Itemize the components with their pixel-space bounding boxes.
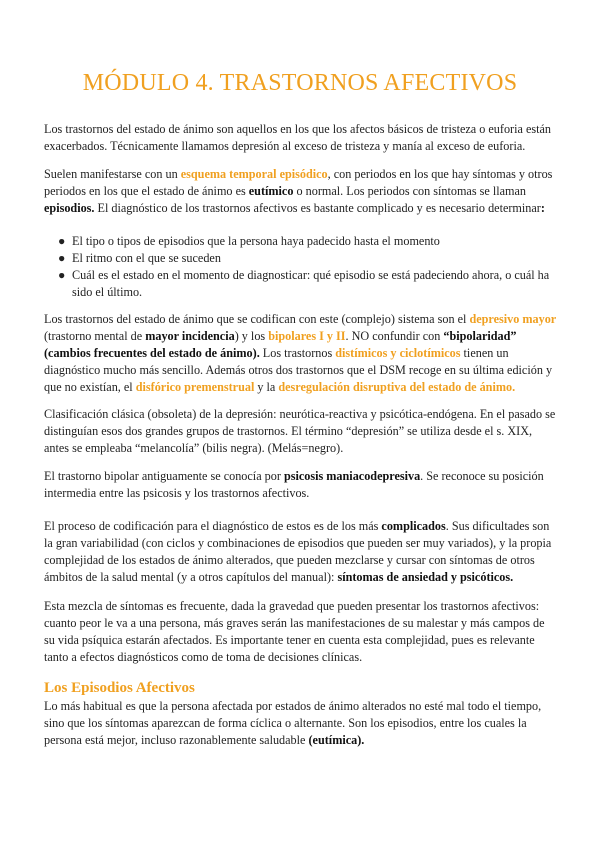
- bold-anxiety-psychotic: síntomas de ansiedad y psicóticos.: [337, 570, 514, 584]
- paragraph-episodes: [44, 698, 558, 749]
- bold-complicated: complicados: [381, 519, 446, 533]
- bold-colon: :: [540, 201, 545, 215]
- intro-text: Los trastornos del estado de ánimo son aquellos en los que los afectos básicos de tristeza o euforia están exacerbados. Técnicamente llamamos depresión al exceso de tristeza y manía al exceso de euforia.: [44, 122, 551, 153]
- text-run: , con periodos en los que hay síntomas y otros periodos en los que el estado de ánimo es: [44, 167, 553, 198]
- bold-euthymic-state: (eutímica).: [308, 733, 365, 747]
- text-run: El diagnóstico de los trastornos afectivos es bastante complicado y es necesario determinar: [94, 201, 541, 215]
- list-item: [44, 233, 558, 250]
- text-run: El trastorno bipolar antiguamente se conocía por: [44, 469, 284, 483]
- bullet-icon: ●: [58, 251, 66, 265]
- section-heading: Los Episodios Afectivos: [44, 680, 195, 696]
- text-run: Lo más habitual es que la persona afectada por estados de ánimo alterados no esté mal todo el tiempo, sino que los síntomas aparezcan de forma cíclica o alternante. Son los episodios, entre los cuales la persona está mejor, incluso razonablemente saludable: [44, 699, 542, 747]
- list-item-text: El tipo o tipos de episodios que la persona haya padecido hasta el momento: [72, 234, 440, 248]
- list-item: [44, 267, 558, 301]
- text-run: tienen un diagnóstico mucho más sencillo. Además otros dos trastornos que el DSM recoge en su última edición y que no existían, el: [44, 346, 553, 394]
- page-title: MÓDULO 4. TRASTORNOS AFECTIVOS: [82, 70, 518, 96]
- bullet-icon: ●: [58, 234, 66, 248]
- paragraph-intro: [44, 121, 558, 155]
- paragraph-coding: [44, 518, 558, 586]
- mixture-text: Esta mezcla de síntomas es frecuente, dada la gravedad que pueden presentar los trastornos afectivos: cuanto peor le va a una persona, más graves serán las manifestaciones de su malestar y más campos de su vida psíquica estarán afectados. Es importante tener en cuenta esta complejidad, pues es relevante tanto a efectos diagnósticos como de toma de decisiones clínicas.: [44, 599, 545, 664]
- text-run: . Sus dificultades son la gran variabilidad (con ciclos y combinaciones de episodios que pueden ser muy variados), y la propia complejidad de los estados de ánimo alterados, que pueden mezclarse y cursar con síntomas de otros ámbitos de la salud mental (y a otros capítulos del manual):: [44, 519, 552, 584]
- highlight-disruptive-mood: desregulación disruptiva del estado de ánimo.: [278, 380, 516, 394]
- text-run: ) y los: [234, 329, 269, 343]
- list-item-text: El ritmo con el que se suceden: [72, 251, 221, 265]
- bold-bipolarity: “bipolaridad” (cambios frecuentes del estado de ánimo).: [44, 329, 517, 360]
- bold-episodes: episodios.: [44, 201, 95, 215]
- highlight-major-depressive: depresivo mayor: [469, 312, 557, 326]
- list-item-text: Cuál es el estado en el momento de diagnosticar: qué episodio se está padeciendo ahora, o cuál ha sido el último.: [72, 268, 550, 299]
- paragraph-classification: [44, 406, 558, 457]
- highlight-premenstrual-dysphoric: disfórico premenstrual: [135, 380, 255, 394]
- text-run: o normal. Los periodos con síntomas se llaman: [293, 184, 526, 198]
- text-run: . Se reconoce su posición intermedia entre las psicosis y los trastornos afectivos.: [44, 469, 544, 500]
- paragraph-mixture: [44, 598, 558, 666]
- text-run: Suelen manifestarse con un: [44, 167, 181, 181]
- text-run: . NO confundir con: [345, 329, 444, 343]
- bullet-icon: ●: [58, 268, 66, 282]
- text-run: y la: [254, 380, 279, 394]
- text-run: Los trastornos del estado de ánimo que se codifican con este (complejo) sistema son el: [44, 312, 470, 326]
- classification-text: Clasificación clásica (obsoleta) de la depresión: neurótica-reactiva y psicótica-endógena. En el pasado se distinguían esos dos grandes grupos de trastornos. El término “depresión” se utiliza desde el s. XIX, antes se empleaba “melancolía” (bilis negra). (Melás=negro).: [44, 407, 556, 455]
- text-run: (trastorno mental de: [44, 329, 146, 343]
- list-item: [44, 250, 558, 267]
- bold-manic-depressive: psicosis maniacodepresiva: [283, 469, 421, 483]
- criteria-list: [44, 233, 558, 301]
- highlight-bipolar: bipolares I y II: [268, 329, 346, 343]
- highlight-temporal-scheme: esquema temporal episódico: [180, 167, 328, 181]
- text-run: Los trastornos: [259, 346, 336, 360]
- paragraph-episodic: [44, 166, 558, 217]
- bold-euthymic: eutímico: [248, 184, 294, 198]
- bold-major-incidence: mayor incidencia: [145, 329, 235, 343]
- paragraph-disorders: [44, 311, 558, 396]
- highlight-dysthymic-cyclothymic: distímicos y ciclotímicos: [335, 346, 461, 360]
- paragraph-bipolar: [44, 468, 558, 502]
- text-run: El proceso de codificación para el diagnóstico de estos es de los más: [44, 519, 382, 533]
